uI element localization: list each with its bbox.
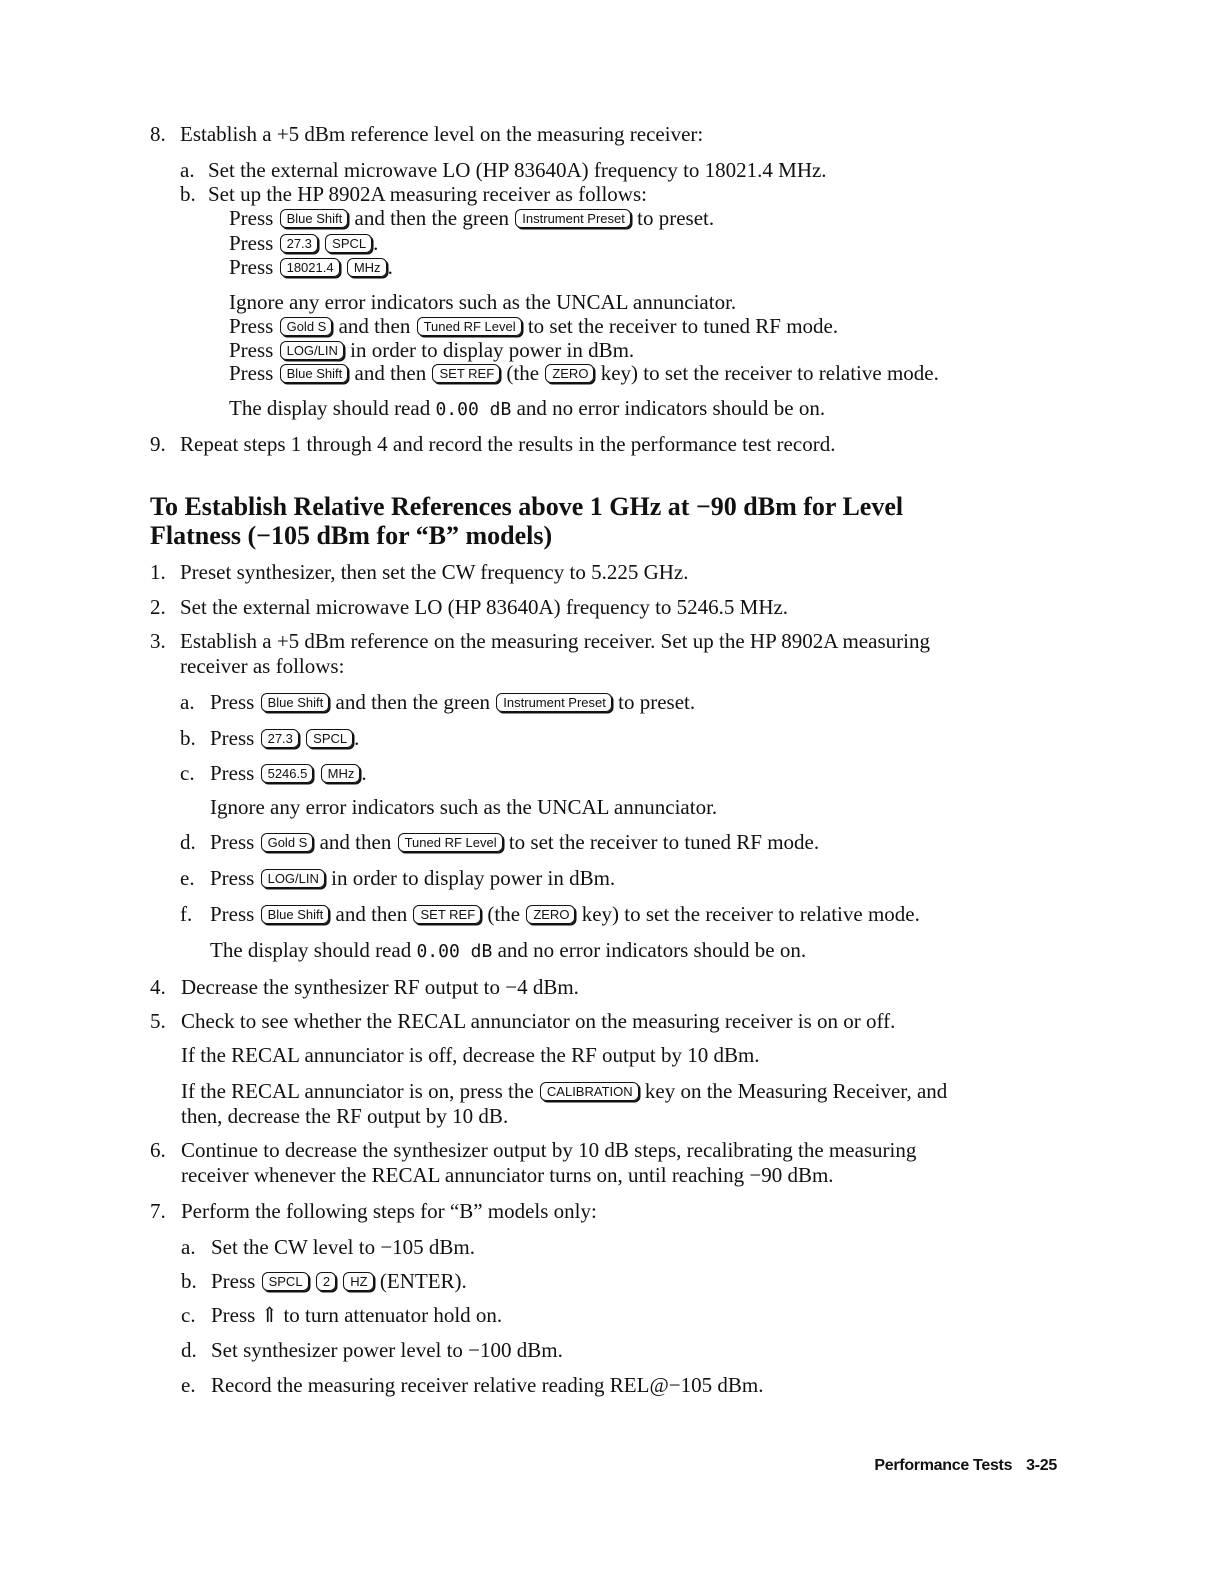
note-line-2: then, decrease the RF output by 10 dB. bbox=[181, 1104, 509, 1128]
press-text: Press bbox=[211, 1269, 256, 1293]
substep-text: Record the measuring receiver relative reading REL@−105 dBm. bbox=[211, 1373, 764, 1397]
instruction-end: in order to display power in dBm. bbox=[350, 338, 635, 362]
substep-label: b. bbox=[181, 1269, 197, 1293]
instruction-end: (ENTER). bbox=[379, 1269, 467, 1293]
instruction-end: key) to set the receiver to relative mode. bbox=[600, 361, 939, 385]
instrument-preset-key: Instrument Preset bbox=[496, 693, 612, 712]
substep-text: Set synthesizer power level to −100 dBm. bbox=[211, 1338, 563, 1362]
blue-shift-key: Blue Shift bbox=[261, 693, 330, 712]
spcl-key: SPCL bbox=[325, 234, 372, 253]
substep-label: a. bbox=[180, 158, 195, 182]
display-value: 0.00 dB bbox=[416, 941, 493, 962]
instruction-line bbox=[210, 902, 920, 927]
key-18021-4: 18021.4 bbox=[280, 258, 340, 277]
display-note bbox=[229, 396, 825, 422]
instruction-line bbox=[210, 761, 367, 786]
footer-section: Performance Tests bbox=[874, 1457, 1013, 1474]
press-text: Press bbox=[210, 902, 255, 926]
instruction-line bbox=[229, 314, 838, 339]
instruction-end: to set the receiver to tuned RF mode. bbox=[527, 314, 839, 338]
instruction-end: to preset. bbox=[637, 206, 715, 230]
instruction-end: key) to set the receiver to relative mode. bbox=[581, 902, 920, 926]
press-text: Press bbox=[210, 690, 255, 714]
substep-label: a. bbox=[180, 690, 195, 714]
substep-label: c. bbox=[181, 1303, 196, 1327]
step-text: Set the external microwave LO (HP 83640A) frequency to 5246.5 MHz. bbox=[180, 595, 789, 619]
note-text bbox=[181, 1079, 947, 1129]
note-text: Ignore any error indicators such as the UNCAL annunciator. bbox=[210, 795, 718, 819]
hz-key: HZ bbox=[343, 1272, 373, 1291]
key-27-3: 27.3 bbox=[280, 234, 318, 253]
press-text: Press bbox=[229, 361, 274, 385]
page-footer bbox=[874, 1453, 1057, 1478]
substep-label: a. bbox=[181, 1235, 196, 1259]
note-post: key on the Measuring Receiver, and bbox=[644, 1079, 948, 1103]
instruction-line bbox=[210, 690, 695, 715]
instruction-end: to set the receiver to tuned RF mode. bbox=[508, 830, 820, 854]
connector-text: and then bbox=[338, 314, 411, 338]
press-text: Press bbox=[210, 830, 255, 854]
step-number: 4. bbox=[150, 975, 166, 999]
key-2: 2 bbox=[316, 1272, 336, 1291]
log-lin-key: LOG/LIN bbox=[261, 869, 325, 888]
blue-shift-key: Blue Shift bbox=[261, 905, 330, 924]
instruction-line bbox=[229, 231, 378, 256]
blue-shift-key: Blue Shift bbox=[280, 209, 349, 228]
substep-text: Set the external microwave LO (HP 83640A) frequency to 18021.4 MHz. bbox=[208, 158, 827, 182]
step-number: 6. bbox=[150, 1138, 166, 1162]
zero-key: ZERO bbox=[526, 905, 575, 924]
connector-text: and then bbox=[319, 830, 392, 854]
display-value: 0.00 dB bbox=[435, 399, 512, 420]
page-number: 3-25 bbox=[1026, 1457, 1057, 1474]
instruction-line bbox=[210, 830, 819, 855]
instruction-end: to turn attenuator hold on. bbox=[283, 1303, 503, 1327]
spcl-key: SPCL bbox=[306, 729, 353, 748]
gold-s-key: Gold S bbox=[280, 317, 333, 336]
heading-line-2: Flatness (−105 dBm for “B” models) bbox=[150, 521, 553, 550]
spcl-key: SPCL bbox=[262, 1272, 309, 1291]
note-text: If the RECAL annunciator is off, decrease the RF output by 10 dBm. bbox=[181, 1043, 760, 1067]
instruction-line bbox=[211, 1269, 467, 1294]
instruction-line bbox=[229, 338, 634, 363]
key-27-3: 27.3 bbox=[261, 729, 299, 748]
step-number: 3. bbox=[150, 629, 166, 653]
step-number: 7. bbox=[150, 1199, 166, 1223]
substep-label: d. bbox=[180, 830, 196, 854]
substep-label: e. bbox=[181, 1373, 196, 1397]
section-heading bbox=[150, 492, 903, 550]
tuned-rf-level-key: Tuned RF Level bbox=[398, 833, 503, 852]
instrument-preset-key: Instrument Preset bbox=[515, 209, 631, 228]
step-line-1: Continue to decrease the synthesizer output by 10 dB steps, recalibrating the measuring bbox=[181, 1138, 917, 1162]
step-text: Repeat steps 1 through 4 and record the results in the performance test record. bbox=[180, 432, 836, 456]
press-text: Press bbox=[211, 1303, 256, 1327]
connector-text: and then bbox=[354, 361, 427, 385]
step-text: Check to see whether the RECAL annunciator on the measuring receiver is on or off. bbox=[181, 1009, 896, 1033]
mhz-key: MHz bbox=[321, 764, 361, 783]
heading-line-1: To Establish Relative References above 1 GHz at −90 dBm for Level bbox=[150, 492, 904, 521]
display-pre: The display should read bbox=[210, 938, 412, 962]
step-text: Preset synthesizer, then set the CW frequency to 5.225 GHz. bbox=[180, 560, 689, 584]
step-number: 5. bbox=[150, 1009, 166, 1033]
step-text: Establish a +5 dBm reference level on the measuring receiver: bbox=[180, 122, 704, 146]
key-5246-5: 5246.5 bbox=[261, 764, 314, 783]
set-ref-key: SET REF bbox=[413, 905, 481, 924]
connector-text: and then bbox=[335, 902, 408, 926]
substep-label: c. bbox=[180, 761, 195, 785]
press-text: Press bbox=[229, 206, 274, 230]
blue-shift-key: Blue Shift bbox=[280, 364, 349, 383]
set-ref-key: SET REF bbox=[432, 364, 500, 383]
connector-text: and then the green bbox=[354, 206, 510, 230]
display-pre: The display should read bbox=[229, 396, 431, 420]
press-text: Press bbox=[229, 255, 274, 279]
substep-text: Set the CW level to −105 dBm. bbox=[211, 1235, 476, 1259]
connector-text: and then the green bbox=[335, 690, 491, 714]
paren-text: (the bbox=[506, 361, 540, 385]
gold-s-key: Gold S bbox=[261, 833, 314, 852]
press-text: Press bbox=[210, 726, 255, 750]
mhz-key: MHz bbox=[347, 258, 387, 277]
step-line-2: receiver whenever the RECAL annunciator turns on, until reaching −90 dBm. bbox=[181, 1163, 834, 1187]
step-text: Decrease the synthesizer RF output to −4 dBm. bbox=[181, 975, 579, 999]
step-number: 2. bbox=[150, 595, 166, 619]
step-text: Perform the following steps for “B” models only: bbox=[181, 1199, 597, 1223]
instruction-end: . bbox=[354, 726, 360, 750]
press-text: Press bbox=[229, 314, 274, 338]
press-text: Press bbox=[229, 231, 274, 255]
press-text: Press bbox=[210, 866, 255, 890]
press-text: Press bbox=[210, 761, 255, 785]
substep-label: b. bbox=[180, 726, 196, 750]
instruction-end: . bbox=[373, 231, 379, 255]
zero-key: ZERO bbox=[545, 364, 594, 383]
note-text: Ignore any error indicators such as the UNCAL annunciator. bbox=[229, 290, 737, 314]
substep-label: b. bbox=[180, 182, 196, 206]
instruction-end: in order to display power in dBm. bbox=[331, 866, 616, 890]
press-text: Press bbox=[229, 338, 274, 362]
step-text bbox=[181, 1138, 916, 1188]
step-number: 8. bbox=[150, 122, 166, 146]
instruction-line bbox=[210, 726, 359, 751]
instruction-end: to preset. bbox=[618, 690, 696, 714]
tuned-rf-level-key: Tuned RF Level bbox=[417, 317, 522, 336]
calibration-key: CALIBRATION bbox=[540, 1082, 639, 1101]
display-post: and no error indicators should be on. bbox=[516, 396, 826, 420]
substep-label: f. bbox=[180, 902, 193, 926]
display-post: and no error indicators should be on. bbox=[497, 938, 807, 962]
note-pre: If the RECAL annunciator is on, press the bbox=[181, 1079, 534, 1103]
display-note bbox=[210, 938, 806, 964]
step-line-1: Establish a +5 dBm reference on the measuring receiver. Set up the HP 8902A measuring bbox=[180, 629, 930, 653]
step-number: 9. bbox=[150, 432, 166, 456]
instruction-line bbox=[229, 206, 714, 231]
instruction-line bbox=[210, 866, 615, 891]
substep-label: e. bbox=[180, 866, 195, 890]
instruction-end: . bbox=[361, 761, 367, 785]
substep-label: d. bbox=[181, 1338, 197, 1362]
instruction-line bbox=[211, 1303, 502, 1328]
step-text bbox=[180, 629, 930, 679]
instruction-line bbox=[229, 361, 939, 386]
step-number: 1. bbox=[150, 560, 166, 584]
substep-text: Set up the HP 8902A measuring receiver as follows: bbox=[208, 182, 647, 206]
instruction-end: . bbox=[387, 255, 393, 279]
log-lin-key: LOG/LIN bbox=[280, 341, 344, 360]
step-line-2: receiver as follows: bbox=[180, 654, 345, 678]
up-arrow-icon: ⇑ bbox=[260, 1303, 279, 1327]
instruction-line bbox=[229, 255, 393, 280]
paren-text: (the bbox=[487, 902, 521, 926]
